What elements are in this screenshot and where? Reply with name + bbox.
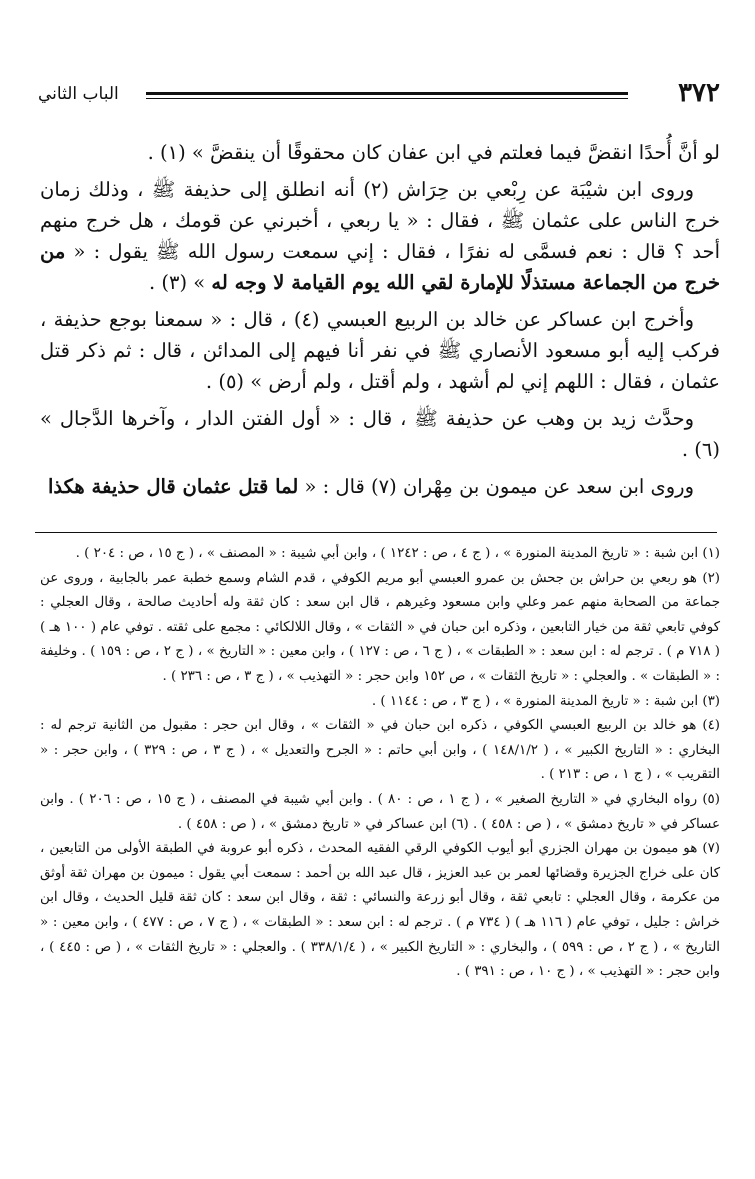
page-header (38, 78, 720, 118)
paragraph-2-text-a: وروى ابن شيْبَة عن رِبْعي بن حِرَاش (٢) أنه انطلق إلى حذيفة ﷺ ، وذلك زمان خرج الناس على عثمان ﷺ ، فقال : « يا ربعي ، أخبرني عن قومك ، هل خرج منهم أحد ؟ قال : نعم فسمَّى له نفرًا ، فقال : إني سمعت رسول الله ﷺ يقول : « (40, 178, 720, 263)
footnote-divider (35, 532, 717, 533)
footnote-1: (١) ابن شبة : « تاريخ المدينة المنورة » ، ( ج ٤ ، ص : ١٢٤٢ ) ، وابن أبي شيبة : « المصنف » ، ( ج ١٥ ، ص : ٢٠٤ ) . (75, 546, 720, 561)
paragraph-2 (40, 174, 720, 298)
footnote-7: (٧) هو ميمون بن مهران الجزري أبو أيوب الكوفي الرقي الفقيه المحدث ، ذكره أبو عروبة في الطبقة الأولى من التابعين ، كان على خراج الجزيرة وقضائها لعمر بن عبد العزيز ، قال عبد الله بن أحمد : سمعت أبي يقول : ميمون بن مهران ثقة أوثق من عكرمة ، وقال العجلي : تابعي ثقة ، وقال أبو زرعة والنسائي : ثقة ، وقال ابن سعد : كان ثقة قليل الحديث ، وقال ابن خراش : جليل ، توفي عام ( ١١٦ هـ ) ( ٧٣٤ م ) . ترجم له : ابن سعد : « الطبقات » ، ( ج ٧ ، ص : ٤٧٧ ) ، وابن معين : « التاريخ » ، ( ج ٢ ، ص : ٥٩٩ ) ، والبخاري : « التاريخ الكبير » ، ( ٣٣٨/١/٤ ) . والعجلي : « تاريخ الثقات » ، ( ص : ٤٤٥ ) ، وابن حجر : « التهذيب » ، ( ج ١٠ ، ص : ٣٩١ ) . (40, 841, 721, 980)
paragraph-3: وأخرج ابن عساكر عن خالد بن الربيع العبسي (٤) ، قال : « سمعنا بوجع حذيفة ، فركب إليه أبو مسعود الأنصاري ﷺ في نفر أنا فيهم إلى المدائن ، قال : ثم ذكر قتل عثمان ، فقال : اللهم إني لم أشهد ، ولم أقتل ، ولم أرض » (٥) . (40, 308, 720, 393)
footnote-3: (٣) ابن شبة : « تاريخ المدينة المنورة » ، ( ج ٣ ، ص : ١١٤٤ ) . (371, 693, 720, 709)
footnotes (40, 542, 720, 985)
main-text (40, 137, 720, 508)
chapter-title: الباب الثاني (38, 84, 119, 104)
paragraph-5 (40, 471, 720, 502)
paragraph-1: لو أنَّ أُحدًا انقضَّ فيما فعلتم في ابن عفان كان محقوقًا أن ينقضَّ » (١) . (147, 141, 720, 164)
paragraph-5-text-a: وروى ابن سعد عن ميمون بن مِهْران (٧) قال : « (304, 475, 694, 498)
footnote-4: (٤) هو خالد بن الربيع العبسي الكوفي ، ذكره ابن حبان في « الثقات » ، وقال ابن حجر : مقبول من الثانية ترجم له : البخاري : « التاريخ الكبير » ، ( ١٤٨/١/٢ ) ، وابن أبي حاتم : « الجرح والتعديل » ، ( ج ٣ ، ص : ٣٢٩ ) ، وابن حجر : « التقريب » ، ( ج ١ ، ص : ٢١٣ ) . (40, 718, 720, 783)
paragraph-5-quote: لما قتل عثمان قال حذيفة هكذا (48, 475, 299, 498)
header-rule-thin (146, 98, 628, 99)
paragraph-4: وحدَّث زيد بن وهب عن حذيفة ﷺ ، قال : « أول الفتن الدار ، وآخرها الدَّجال » (٦) . (40, 407, 720, 461)
footnote-2: (٢) هو ربعي بن حراش بن جحش بن عمرو العبسي أبو مريم الكوفي ، قدم الشام وسمع خطبة عمر بالجابية ، وروى عن جماعة من الصحابة منهم عمر وعلي وابن مسعود وغيرهم ، قال ابن سعد : كان ثقة وله أحاديث صالحة ، وقال العجلي : كوفي تابعي ثقة من خيار التابعين ، وذكره ابن حبان في « الثقات » ، وقال اللالكائي : مجمع على ثقته . توفي عام ( ١٠٠ هـ ) ( ٧١٨ م ) . ترجم له : ابن سعد : « الطبقات » ، ( ج ٦ ، ص : ١٢٧ ) ، وابن معين : « التاريخ » ، ( ج ٢ ، ص : ١٥٩ ) . وخليفة : « الطبقات » . والعجلي : « تاريخ الثقات » ، ص ١٥٢ وابن حجر : « التهذيب » ، ( ج ٣ ، ص : ٢٣٦ ) . (40, 570, 720, 684)
page-number: ٣٧٢ (678, 78, 720, 108)
footnote-5-6: (٥) رواه البخاري في « التاريخ الصغير » ، ( ج ١ ، ص : ٨٠ ) . وابن أبي شيبة في المصنف ، ( ج ١٥ ، ص : ٢٠٦ ) . وابن عساكر في « تاريخ دمشق » ، ( ص : ٤٥٨ ) . (٦) ابن عساكر في « تاريخ دمشق » ، ( ص : ٤٥٨ ) . (40, 791, 720, 832)
paragraph-2-text-b: » (٣) . (148, 271, 206, 294)
hadith-quote: من خرج من الجماعة مستذلًا للإمارة لقي الله يوم القيامة لا وجه له (40, 240, 720, 294)
header-rule-thick (146, 92, 628, 95)
